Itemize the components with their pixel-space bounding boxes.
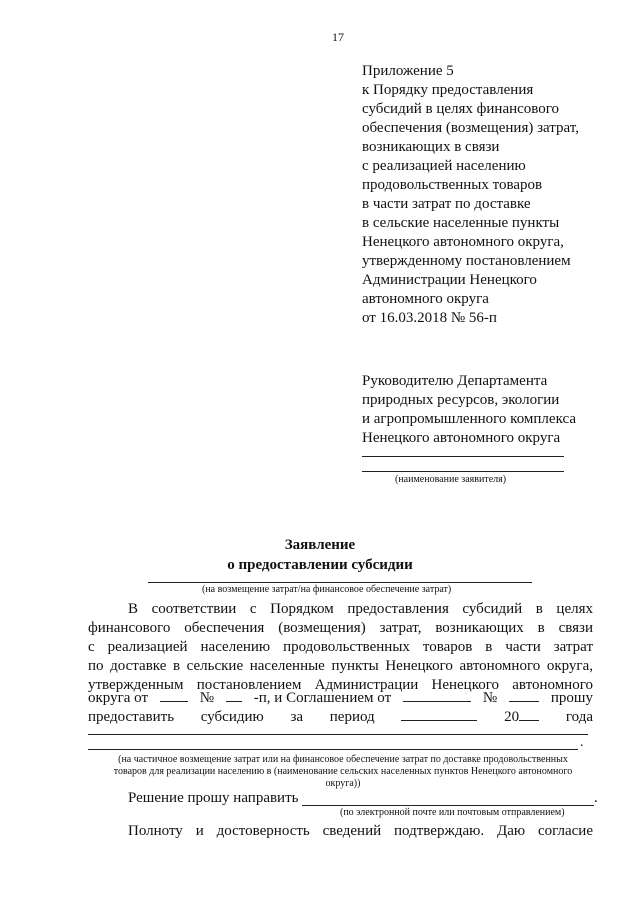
body-text: прошу	[550, 690, 593, 706]
year-prefix: 20	[504, 709, 520, 725]
appendix-line: от 16.03.2018 № 56-п	[362, 310, 497, 326]
body-line-7	[88, 706, 593, 727]
body-text: года	[565, 709, 593, 725]
body-text: за	[290, 709, 304, 725]
appendix-line: с реализацией населению	[362, 158, 526, 174]
delivery-method-caption: (по электронной почте или почтовым отправлением)	[340, 807, 565, 818]
body-line: по доставке в сельские населенные пункты Ненецкого автономного округа,	[88, 658, 593, 674]
subsidy-purpose-field-line[interactable]	[88, 749, 578, 750]
appendix-line: Приложение 5	[362, 63, 454, 79]
purpose-caption: округа))	[325, 778, 361, 789]
regulation-date-field[interactable]	[160, 687, 188, 702]
document-title: Заявление	[284, 537, 356, 553]
appendix-line: к Порядку предоставления	[362, 82, 534, 98]
appendix-line: возникающих в связи	[362, 139, 500, 155]
body-line: с реализацией населению продовольственных товаров в части затрат	[88, 639, 593, 655]
page-number: 17	[332, 30, 344, 44]
applicant-caption: (наименование заявителя)	[395, 474, 507, 485]
body-text: -п, и Соглашением от	[253, 690, 392, 706]
purpose-caption: (на частичное возмещение затрат или на финансовое обеспечение затрат по доставке продовольственных	[118, 754, 568, 765]
appendix-line: в части затрат по доставке	[362, 196, 531, 212]
year-field[interactable]	[519, 706, 539, 721]
applicant-field-line[interactable]	[362, 471, 564, 472]
body-text: предоставить	[88, 709, 175, 725]
agreement-date-field[interactable]	[403, 687, 471, 702]
line-end-period: .	[580, 735, 584, 750]
subsidy-type-field-line[interactable]	[148, 582, 532, 583]
addressee-line: Руководителю Департамента	[362, 373, 548, 389]
appendix-line: субсидий в целях финансового	[362, 101, 560, 117]
subsidy-purpose-field-line[interactable]	[88, 734, 588, 735]
purpose-caption: товаров для реализации населению в (наименование сельских населенных пунктов Ненецкого автономного	[113, 766, 573, 777]
period-field[interactable]	[401, 706, 477, 721]
body-line: В соответствии с Порядком предоставления субсидий в целях	[128, 601, 593, 617]
appendix-line: Ненецкого автономного округа,	[362, 234, 564, 250]
appendix-line: продовольственных товаров	[362, 177, 543, 193]
confirm-line: Полноту и достоверность сведений подтверждаю. Даю согласие	[128, 823, 593, 839]
decision-end: .	[594, 790, 598, 806]
body-line-6	[88, 687, 593, 708]
subsidy-type-caption: (на возмещение затрат/на финансовое обеспечение затрат)	[202, 584, 452, 595]
appendix-line: автономного округа	[362, 291, 489, 307]
body-text: субсидию	[200, 709, 264, 725]
addressee-line: Ненецкого автономного округа	[362, 430, 561, 446]
body-text: №	[199, 690, 215, 706]
delivery-method-field-line[interactable]	[302, 805, 594, 806]
applicant-field-line[interactable]	[362, 456, 564, 457]
body-line: утвержденным постановлением Администрации Ненецкого автономного	[88, 677, 593, 693]
regulation-number-field[interactable]	[226, 687, 242, 702]
body-text: №	[482, 690, 498, 706]
decision-label: Решение прошу направить	[128, 790, 299, 806]
body-line: финансового обеспечения (возмещения) затрат, возникающих в связи	[88, 620, 593, 636]
addressee-line: и агропромышленного комплекса	[362, 411, 576, 427]
body-text: округа от	[88, 690, 149, 706]
appendix-line: в сельские населенные пункты	[362, 215, 560, 231]
appendix-line: Администрации Ненецкого	[362, 272, 537, 288]
agreement-number-field[interactable]	[509, 687, 539, 702]
addressee-line: природных ресурсов, экологии	[362, 392, 560, 408]
appendix-line: утвержденному постановлением	[362, 253, 571, 269]
addressee-block	[362, 372, 632, 448]
document-subtitle: о предоставлении субсидии	[227, 557, 413, 573]
appendix-block	[362, 62, 632, 328]
body-text: период	[329, 709, 375, 725]
appendix-line: обеспечения (возмещения) затрат,	[362, 120, 579, 136]
